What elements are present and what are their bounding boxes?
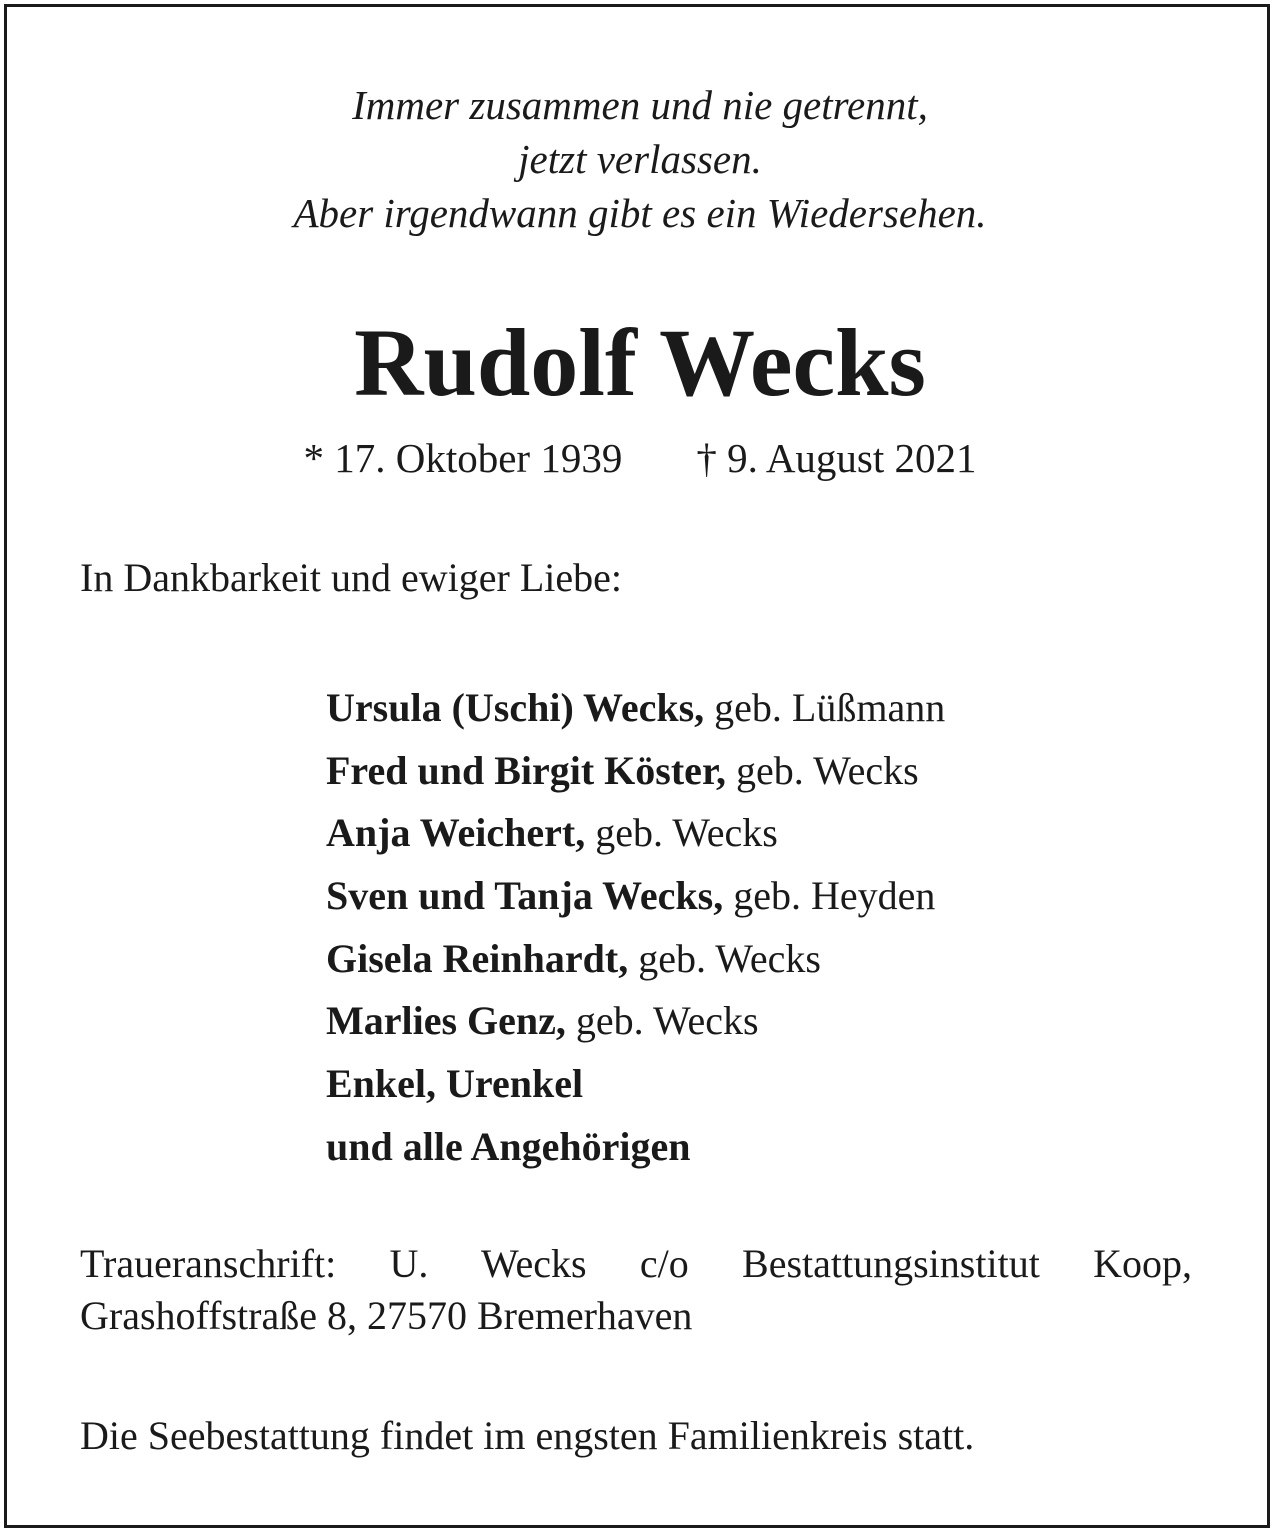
mourner-name: und alle Angehörigen [326,1123,691,1169]
mourning-address [80,1238,1192,1342]
mourner-entry [326,802,945,865]
burial-note: Die Seebestattung findet im engsten Familienkreis statt. [80,1413,975,1458]
mourner-birth-name: geb. Wecks [585,810,778,856]
mourner-name: Enkel, Urenkel [326,1061,584,1107]
dedication-text: In Dankbarkeit und ewiger Liebe: [80,555,623,600]
mourner-birth-name: geb. Heyden [723,873,936,919]
mourner-birth-name: geb. Wecks [565,998,759,1044]
mourner-name: Ursula (Uschi) Wecks, [326,685,705,730]
mourner-birth-name: geb. Wecks [726,747,919,793]
mourner-name: Anja Weichert, [326,810,586,856]
mourner-entry [326,990,945,1053]
mourner-name: Marlies Genz, [326,998,566,1044]
mourner-name: Fred und Birgit Köster, [326,747,727,793]
death-date: † 9. August 2021 [696,435,977,481]
mourners-list [326,677,945,1179]
address-line: Traueranschrift: U. Wecks c/o Bestattungsinstitut Koop, [80,1241,1192,1286]
mourner-entry [326,865,945,928]
mourner-name: Sven und Tanja Wecks, [326,873,724,919]
motto-verse [0,78,1280,240]
mourner-entry [326,1116,945,1179]
mourner-birth-name: geb. Wecks [628,935,821,981]
mourner-entry [326,677,945,740]
birth-date: * 17. Oktober 1939 [303,435,623,481]
mourner-entry [326,928,945,991]
address-line: Grashoffstraße 8, 27570 Bremerhaven [80,1293,693,1338]
mourner-birth-name: geb. Lüßmann [704,685,946,730]
mourner-name: Gisela Reinhardt, [326,935,629,981]
motto-line: Aber irgendwann gibt es ein Wiedersehen. [293,190,987,236]
motto-line: jetzt verlassen. [518,136,762,182]
mourner-entry [326,740,945,803]
life-dates [0,432,1280,484]
deceased-name: Rudolf Wecks [354,309,926,416]
mourner-entry [326,1053,945,1116]
motto-line: Immer zusammen und nie getrennt, [352,82,928,128]
